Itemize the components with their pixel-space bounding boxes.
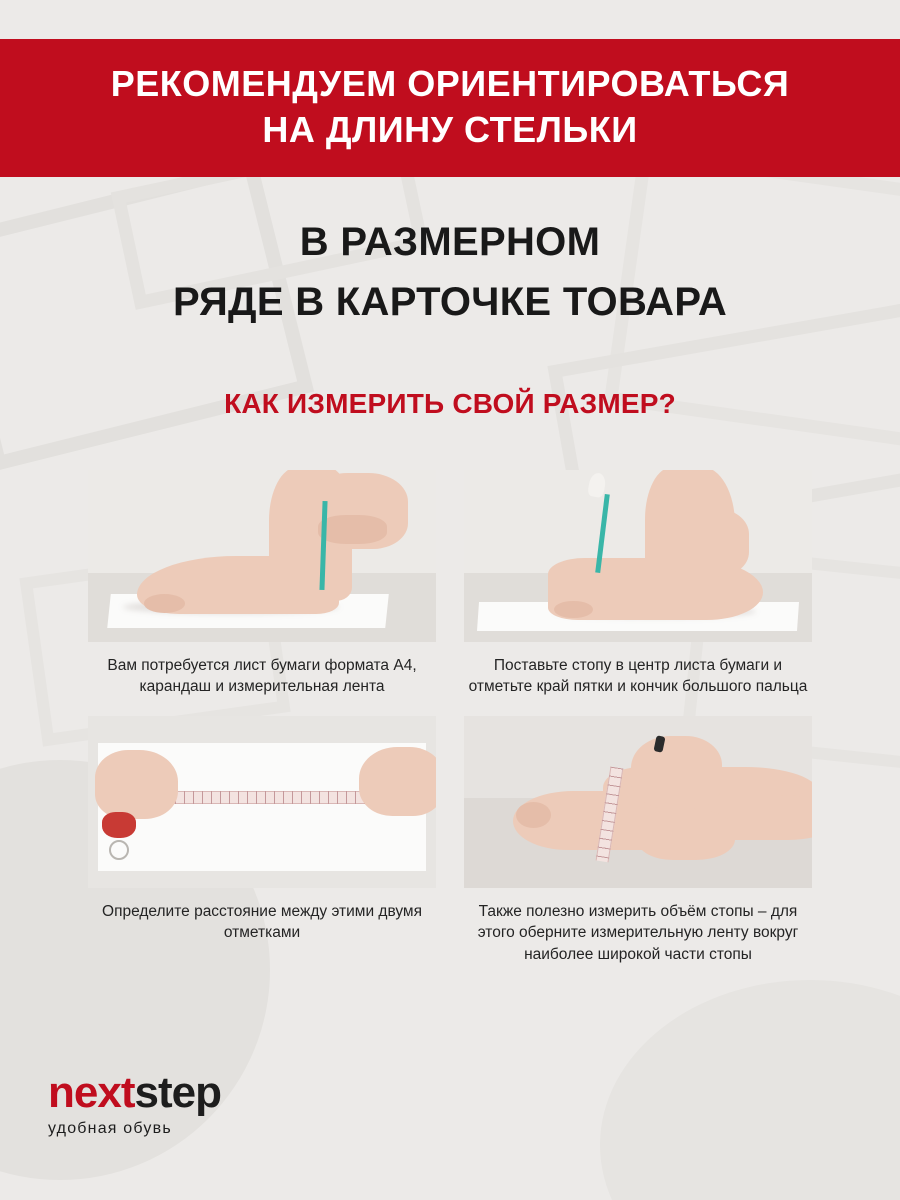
step-1-photo bbox=[88, 470, 436, 642]
logo-step-text: step bbox=[134, 1068, 221, 1117]
logo-tagline: удобная обувь bbox=[48, 1120, 172, 1137]
step-4-caption: Также полезно измерить объём стопы – для этого оберните измерительную ленту вокруг наиболее широкой части стопы bbox=[477, 902, 799, 963]
step-3-caption: Определите расстояние между этими двумя отметками bbox=[102, 902, 422, 942]
headline-line-1: В РАЗМЕРНОМ bbox=[299, 220, 601, 264]
headline-line-2: РЯДЕ В КАРТОЧКЕ ТОВАРА bbox=[172, 280, 728, 324]
steps-grid bbox=[0, 470, 900, 965]
step-item bbox=[88, 470, 436, 698]
step-item bbox=[464, 470, 812, 698]
promo-banner bbox=[0, 39, 900, 177]
banner-line-1: РЕКОМЕНДУЕМ ОРИЕНТИРОВАТЬСЯ bbox=[110, 63, 790, 104]
subtitle: КАК ИЗМЕРИТЬ СВОЙ РАЗМЕР? bbox=[224, 388, 676, 419]
step-item bbox=[88, 716, 436, 965]
banner-line-2: НА ДЛИНУ СТЕЛЬКИ bbox=[262, 109, 638, 151]
page-title bbox=[0, 212, 900, 332]
step-3-photo bbox=[88, 716, 436, 888]
step-2-caption: Поставьте стопу в центр листа бумаги и отметьте край пятки и кончик большого пальца bbox=[468, 657, 808, 696]
logo-wordmark bbox=[48, 1068, 221, 1118]
logo-next-text: next bbox=[48, 1068, 135, 1117]
step-2-photo bbox=[464, 470, 812, 642]
step-4-photo bbox=[464, 716, 812, 888]
step-item bbox=[464, 716, 812, 965]
step-1-caption: Вам потребуется лист бумаги формата А4, карандаш и измерительная лента bbox=[107, 657, 417, 696]
brand-logo bbox=[48, 1068, 221, 1138]
bg-circle-2 bbox=[600, 980, 900, 1200]
